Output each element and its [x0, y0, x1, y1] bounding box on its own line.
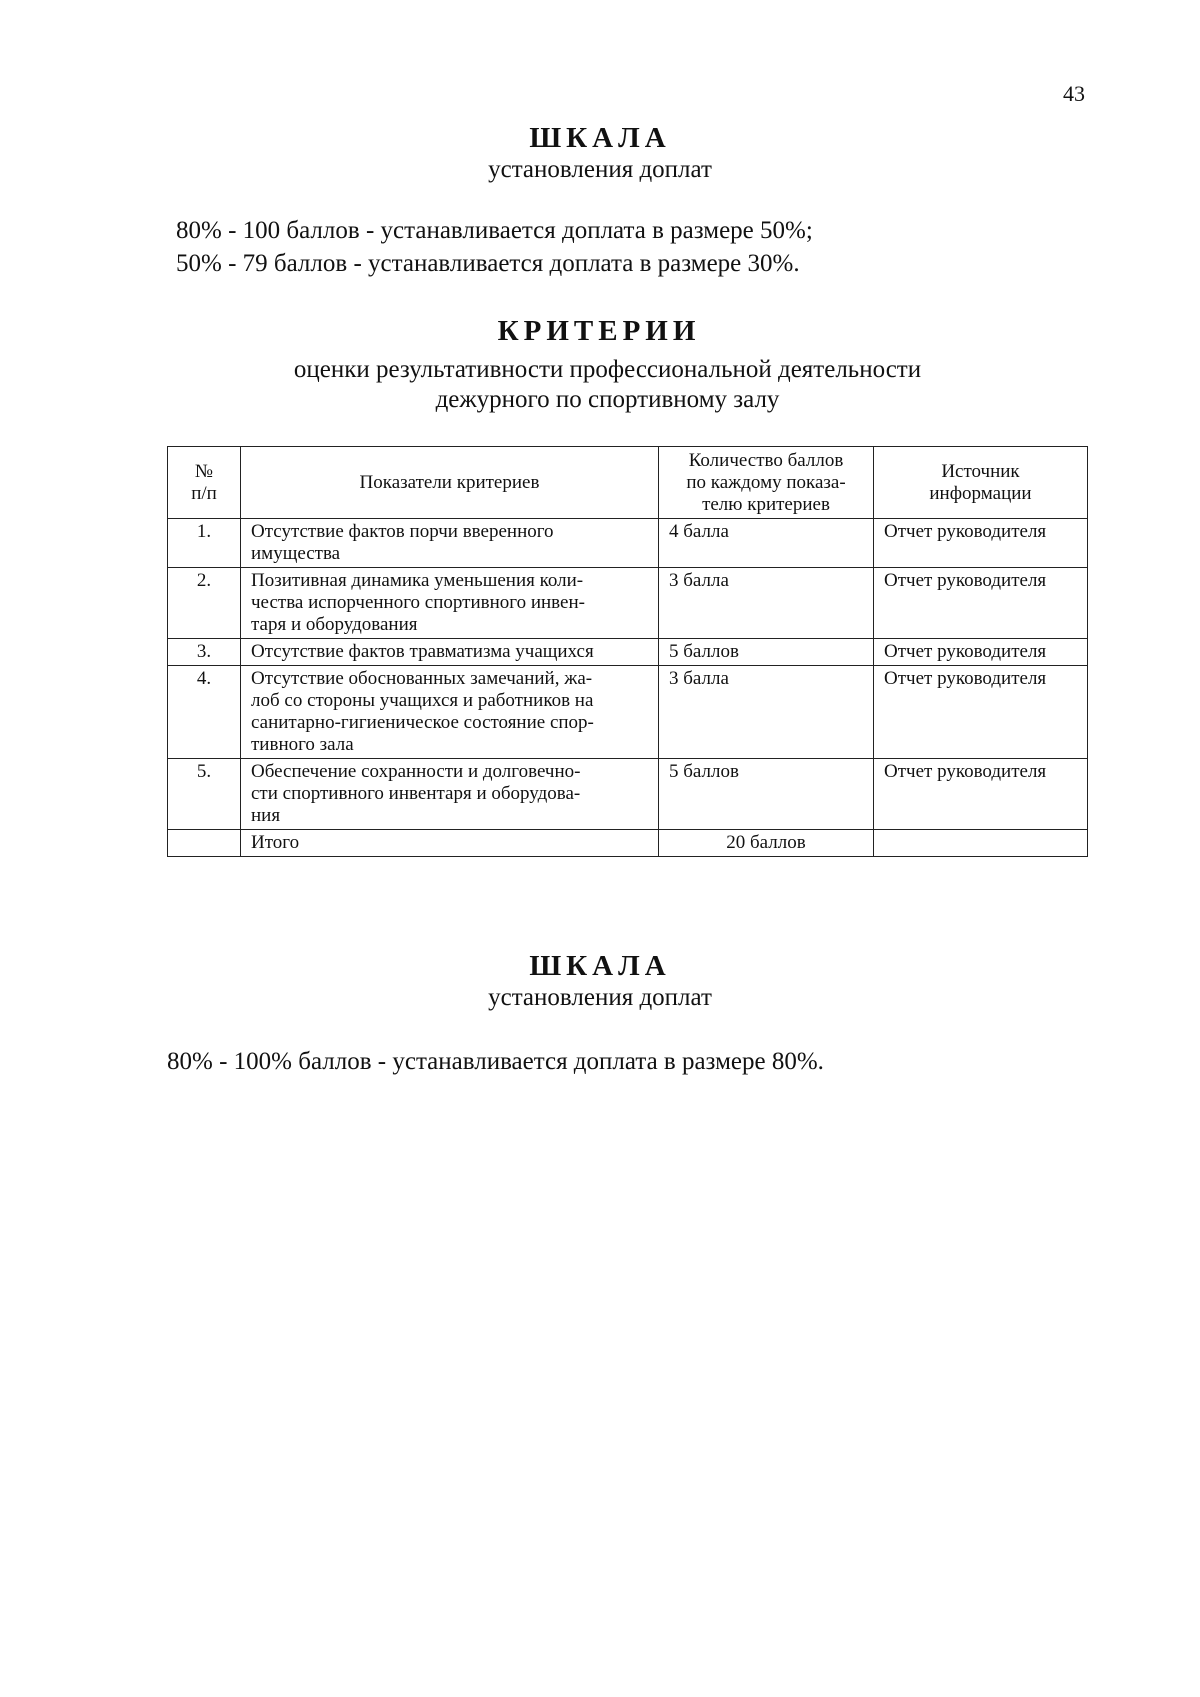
criteria-heading: [0, 314, 1200, 415]
row-source: Отчет руководителя: [874, 759, 1088, 830]
scale-1-subtitle: установления доплат: [488, 156, 712, 183]
row-points: 4 балла: [659, 519, 874, 568]
header-num: № п/п: [168, 447, 241, 519]
criteria-title: КРИТЕРИИ: [497, 315, 701, 347]
table-row: [168, 519, 1088, 568]
row-num: 1.: [168, 519, 241, 568]
total-num: [168, 830, 241, 857]
row-source: Отчет руководителя: [874, 666, 1088, 759]
criteria-subtitle-line: оценки результативности профессиональной деятельности: [293, 356, 922, 383]
row-points: 3 балла: [659, 666, 874, 759]
criteria-table: [167, 446, 1088, 857]
header-indicator: Показатели критериев: [241, 447, 659, 519]
total-source: [874, 830, 1088, 857]
header-source: Источник информации: [874, 447, 1088, 519]
row-num: 5.: [168, 759, 241, 830]
row-indicator: Отсутствие обоснованных замечаний, жа- лоб со стороны учащихся и работников на санитарно-гигиеническое состояние спор- тивного зала: [241, 666, 659, 759]
scale-1-title: ШКАЛА: [529, 122, 671, 154]
row-indicator: Отсутствие фактов порчи вверенного имущества: [241, 519, 659, 568]
row-num: 2.: [168, 568, 241, 639]
criteria-subtitle-line: дежурного по спортивному залу: [435, 386, 780, 413]
scale-1-line: 80% - 100 баллов - устанавливается доплата в размере 50%;: [176, 217, 813, 244]
scale-2-line: 80% - 100% баллов - устанавливается доплата в размере 80%.: [167, 1048, 824, 1075]
table-row: [168, 568, 1088, 639]
table-row: [168, 639, 1088, 666]
total-label: Итого: [241, 830, 659, 857]
row-source: Отчет руководителя: [874, 519, 1088, 568]
table-total-row: [168, 830, 1088, 857]
row-indicator: Позитивная динамика уменьшения коли- чества испорченного спортивного инвен- таря и оборудования: [241, 568, 659, 639]
scale-1-heading: [0, 121, 1200, 185]
row-points: 3 балла: [659, 568, 874, 639]
row-num: 4.: [168, 666, 241, 759]
scale-2-title: ШКАЛА: [529, 950, 671, 982]
row-indicator: Отсутствие фактов травматизма учащихся: [241, 639, 659, 666]
row-source: Отчет руководителя: [874, 639, 1088, 666]
table-row: [168, 759, 1088, 830]
scale-2-subtitle: установления доплат: [488, 984, 712, 1011]
header-points: Количество баллов по каждому показа- телю критериев: [659, 447, 874, 519]
row-points: 5 баллов: [659, 639, 874, 666]
scale-1-line: 50% - 79 баллов - устанавливается доплата в размере 30%.: [176, 250, 800, 277]
row-source: Отчет руководителя: [874, 568, 1088, 639]
row-points: 5 баллов: [659, 759, 874, 830]
row-indicator: Обеспечение сохранности и долговечно- сти спортивного инвентаря и оборудова- ния: [241, 759, 659, 830]
table-row: [168, 666, 1088, 759]
total-points: 20 баллов: [659, 830, 874, 857]
page-number: 43: [1063, 81, 1085, 106]
table-header-row: [168, 447, 1088, 519]
scale-2-heading: [0, 949, 1200, 1013]
row-num: 3.: [168, 639, 241, 666]
